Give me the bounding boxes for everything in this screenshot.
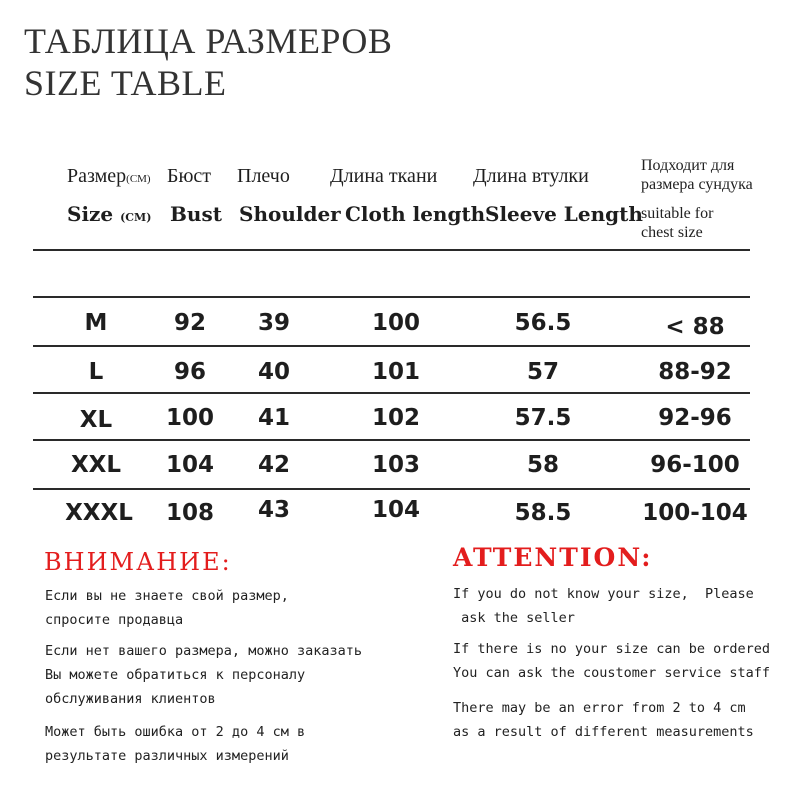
title-en: SIZE TABLE: [24, 63, 227, 103]
header-size-ru-label: Размер: [67, 165, 127, 187]
cell-sleeve: 57.5: [514, 405, 572, 431]
cell-sleeve: 56.5: [514, 310, 572, 336]
header-chest-ru-1: Подходит для: [641, 157, 735, 174]
header-chest-en-2: chest size: [641, 224, 703, 241]
cell-size: L: [88, 359, 104, 385]
header-bust-ru: Бюст: [167, 165, 212, 187]
header-sleeve-ru: Длина втулки: [473, 165, 589, 187]
cell-shoulder: 42: [257, 452, 291, 478]
table-row: [0, 310, 800, 346]
attention-note-ru: Если вы не знаете свой размер,: [45, 588, 289, 604]
table-row: [0, 405, 800, 441]
cell-bust: 96: [173, 359, 207, 385]
header-chest-en: [641, 204, 713, 242]
cell-bust: 92: [173, 310, 207, 336]
cell-size: XXL: [70, 452, 122, 478]
cell-cloth: 104: [371, 497, 421, 523]
table-row: [0, 452, 800, 488]
attention-note-en: You can ask the coustomer service staff: [453, 665, 770, 681]
header-chest-en-1: suitable for: [641, 205, 714, 222]
cell-shoulder: 41: [257, 405, 291, 431]
header-sleeve-en: Sleeve Length: [485, 202, 643, 226]
cell-shoulder: 39: [257, 310, 291, 336]
cell-cloth: 103: [371, 452, 421, 478]
attention-note-en: If there is no your size can be ordered: [453, 641, 770, 657]
attention-note-en: If you do not know your size, Please: [453, 586, 754, 602]
header-size-ru: [67, 165, 151, 188]
cell-bust: 108: [165, 500, 215, 526]
attention-note-ru: Если нет вашего размера, можно заказать: [45, 643, 362, 659]
header-shoulder-ru: Плечо: [237, 165, 290, 187]
header-bust-en: Bust: [170, 202, 222, 226]
cell-bust: 100: [165, 405, 215, 431]
header-size-unit-ru: (CM): [126, 173, 151, 185]
cell-chest: 100-104: [642, 500, 748, 526]
header-size-unit-en: (CM): [120, 211, 152, 224]
cell-bust: 104: [165, 452, 215, 478]
header-shoulder-en: Shoulder: [239, 202, 341, 226]
rule: [33, 296, 750, 298]
attention-note-en: There may be an error from 2 to 4 cm: [453, 700, 746, 716]
cell-chest: 92-96: [658, 405, 732, 431]
table-row: [0, 497, 800, 536]
cell-size: M: [84, 310, 108, 336]
attention-note-ru: обслуживания клиентов: [45, 691, 216, 707]
title-ru: ТАБЛИЦА РАЗМЕРОВ: [24, 21, 393, 61]
header-cloth-ru: Длина ткани: [330, 165, 438, 187]
attention-note-ru: спросите продавца: [45, 612, 184, 628]
cell-chest: 96-100: [650, 452, 740, 478]
rule: [33, 249, 750, 251]
table-row: [0, 359, 800, 395]
cell-size: XL: [79, 407, 113, 433]
attention-title-ru: ВНИМАНИЕ:: [44, 548, 232, 576]
cell-chest: 88-92: [658, 359, 732, 385]
attention-note-en: ask the seller: [453, 610, 575, 626]
cell-shoulder: 43: [257, 497, 291, 523]
cell-chest: < 88: [665, 314, 725, 340]
header-size-en: [67, 202, 151, 226]
header-cloth-en: Cloth length: [345, 202, 486, 226]
cell-size: XXXL: [65, 500, 133, 526]
attention-note-ru: результате различных измерений: [45, 748, 289, 764]
header-size-en-label: Size: [67, 202, 114, 226]
attention-title-en: ATTENTION:: [453, 543, 653, 572]
rule: [33, 488, 750, 490]
attention-note-ru: Может быть ошибка от 2 до 4 см в: [45, 724, 306, 740]
cell-cloth: 101: [371, 359, 421, 385]
cell-cloth: 102: [371, 405, 421, 431]
header-chest-ru-2: размера сундука: [641, 176, 753, 193]
attention-note-en: as a result of different measurements: [453, 724, 754, 740]
cell-sleeve: 58: [526, 452, 560, 478]
cell-sleeve: 57: [526, 359, 560, 385]
cell-shoulder: 40: [257, 359, 291, 385]
cell-cloth: 100: [371, 310, 421, 336]
header-chest-ru: [641, 156, 753, 194]
attention-note-ru: Вы можете обратиться к персоналу: [45, 667, 306, 683]
cell-sleeve: 58.5: [514, 500, 572, 526]
